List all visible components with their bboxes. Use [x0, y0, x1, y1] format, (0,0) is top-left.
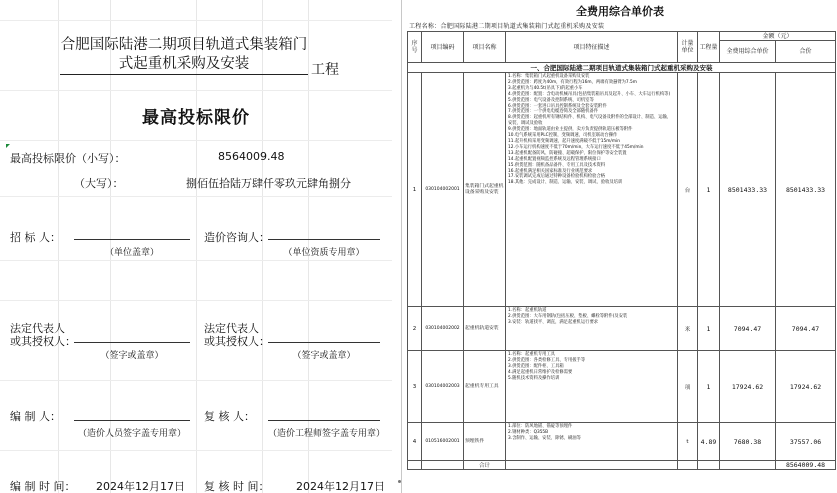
reviewer-label: 复 核 人： — [204, 410, 255, 423]
limit-big-value: 捌佰伍拾陆万肆仟零玖元肆角捌分 — [186, 177, 351, 190]
legal-rep2-label-1: 法定代表人 — [204, 322, 259, 335]
table-title: 全费用综合单价表 — [576, 5, 664, 18]
row-name: 集装箱门式起重机设备采购及安装 — [464, 73, 506, 307]
row-unit: 米 — [678, 307, 698, 351]
row-seq: 4 — [408, 423, 422, 461]
table-row — [408, 73, 836, 307]
row-total: 17924.62 — [776, 351, 836, 423]
row-unit-price: 17924.62 — [720, 351, 776, 423]
limit-big-label: （大写）： — [74, 177, 124, 190]
consultant-label: 造价咨询人： — [204, 231, 270, 244]
bidder-sub: （单位盖章） — [104, 248, 159, 258]
prep-time-label: 编 制 时 间： — [10, 480, 76, 493]
preparer-sub: （造价人员签字盖专用章） — [77, 429, 186, 439]
header-unit: 计量单位 — [678, 32, 698, 63]
row-seq: 2 — [408, 307, 422, 351]
unit-price-table — [407, 31, 836, 470]
table-row — [408, 307, 836, 351]
header-seq: 序号 — [408, 32, 422, 63]
header-total: 合价 — [776, 41, 836, 63]
total-value: 8564009.48 — [776, 461, 836, 470]
row-seq: 1 — [408, 73, 422, 307]
header-qty: 工程量 — [698, 32, 720, 63]
consultant-sub: （单位资质专用章） — [283, 248, 365, 258]
review-time-label: 复 核 时 间： — [204, 480, 270, 493]
legal-rep2-label-2: 或其授权人： — [204, 335, 270, 348]
row-code: 030104002002 — [422, 307, 464, 351]
section-title: 一、合肥国际陆港二期项目轨道式集装箱门式起重机采购及安装 — [408, 63, 836, 73]
header-name: 项目名称 — [464, 32, 506, 63]
project-title: 合肥国际陆港二期项目轨道式集装箱门式起重机采购及安装 — [60, 37, 308, 72]
cover-sheet — [0, 0, 392, 493]
row-code: 030104002003 — [422, 351, 464, 423]
row-code: 010516002001 — [422, 423, 464, 461]
row-total: 7094.47 — [776, 307, 836, 351]
row-total: 37557.06 — [776, 423, 836, 461]
project-suffix: 工程 — [311, 62, 339, 78]
table-project-name: 工程名称：合肥国际陆港二期项目轨道式集装箱门式起重机采购及安装 — [409, 23, 605, 30]
header-unit-price: 全费用综合单价 — [720, 41, 776, 63]
page-divider — [401, 0, 402, 493]
row-qty: 1 — [698, 73, 720, 307]
page-dot — [398, 480, 401, 483]
row-qty: 4.89 — [698, 423, 720, 461]
total-row — [408, 461, 836, 470]
row-seq: 3 — [408, 351, 422, 423]
row-features: 1.名称：起重机轨道 2.供货范围：大车用钢轨(包括压板、垫板、螺栓等附件)及安装 3.安装：轨道找平、调直，满足起重机运行要求 — [506, 307, 678, 351]
row-unit-price: 8501433.33 — [720, 73, 776, 307]
header-features: 项目特征描述 — [506, 32, 678, 63]
row-name: 起重机轨道安装 — [464, 307, 506, 351]
legal-rep2-sub: （签字或盖章） — [292, 351, 356, 361]
limit-small-label: 最高投标限价（小写）： — [10, 152, 126, 165]
row-features: 1.名称：集装箱门式起重机设备采购及安装 2.供货范围：跨度为40m，有效行程为16m，两端有效悬臂为7.5m 3.起重机为与40.5t(吊具下)的起重小车 4.供货范围：配置：含电动机械吊具(包括集装箱吊具及起升、小车、大车运行机构等) 5.供货范围：电气设备及控制系统、司机室等 6.供货范围：一套进口吊具控制系统及全套安装附件 7.供货范围：一个供电电缆卷筒及全部随机备件 8.供货范围：起重机所有钢结构件、机构、电气设备及附件的全部设计、制造、运输、安装、调试及验收 9.供货范围：地面轨道由业主提供，卖方负责提供轨道压板等附件 10.电气系统采用PLC控制，变频调速，司机室联动台操作 11.起升机构采用变频调速，起升速度满载不低于15m/min 12.小车运行机构速度不低于70m/min，大车运行速度不低于45m/min 13.起重机配备防风、防碰撞、超载保护、限位保护等安全装置 14.起重机配置视频监控系统及远程管理系统接口 15.供货范围：随机备品备件、专用工具及技术资料 16.起重机满足相关国家标准及行业规范要求 17.安装调试完成后通过特种设备检验机构检验合格 18.其他：完成设计、制造、运输、安装、调试、验收及培训 — [506, 73, 678, 307]
table-row — [408, 423, 836, 461]
row-features: 1.名称：起重机专用工具 2.供货范围：各类检修工具、专用扳手等 3.供货范围：配件柜、工具箱 4.满足起重机日常维护及检修需要 5.随机技术资料及操作培训 — [506, 351, 678, 423]
prep-time-value: 2024年12月17日 — [96, 480, 185, 493]
unit-price-sheet — [403, 0, 837, 493]
bidder-label: 招 标 人： — [10, 231, 61, 244]
main-title: 最高投标限价 — [142, 108, 250, 128]
row-code: 030104002001 — [422, 73, 464, 307]
row-unit-price: 7094.47 — [720, 307, 776, 351]
legal-rep-label-2: 或其授权人： — [10, 335, 76, 348]
row-total: 8501433.33 — [776, 73, 836, 307]
reviewer-sub: （造价工程师签字盖专用章） — [268, 429, 386, 439]
row-features: 1.部位：防风地锚、锚碇等预埋件 2.钢材种类：Q355B 3.含制作、运输、安装、除锈、刷油等 — [506, 423, 678, 461]
legal-rep-sub: （签字或盖章） — [100, 351, 164, 361]
preparer-label: 编 制 人： — [10, 410, 61, 423]
limit-small-value: 8564009.48 — [218, 150, 285, 163]
header-amount-group: 金额（元） — [720, 32, 836, 41]
cell-marker — [6, 144, 10, 148]
project-title-underline — [60, 74, 308, 75]
row-unit-price: 7680.38 — [720, 423, 776, 461]
header-code: 项目编码 — [422, 32, 464, 63]
legal-rep-label-1: 法定代表人 — [10, 322, 65, 335]
row-unit: 台 — [678, 73, 698, 307]
row-name: 预埋铁件 — [464, 423, 506, 461]
row-qty: 1 — [698, 307, 720, 351]
table-row — [408, 351, 836, 423]
total-label: 合计 — [464, 461, 506, 470]
row-unit: 项 — [678, 351, 698, 423]
review-time-value: 2024年12月17日 — [296, 480, 385, 493]
row-qty: 1 — [698, 351, 720, 423]
row-name: 起重机专用工具 — [464, 351, 506, 423]
row-unit: t — [678, 423, 698, 461]
